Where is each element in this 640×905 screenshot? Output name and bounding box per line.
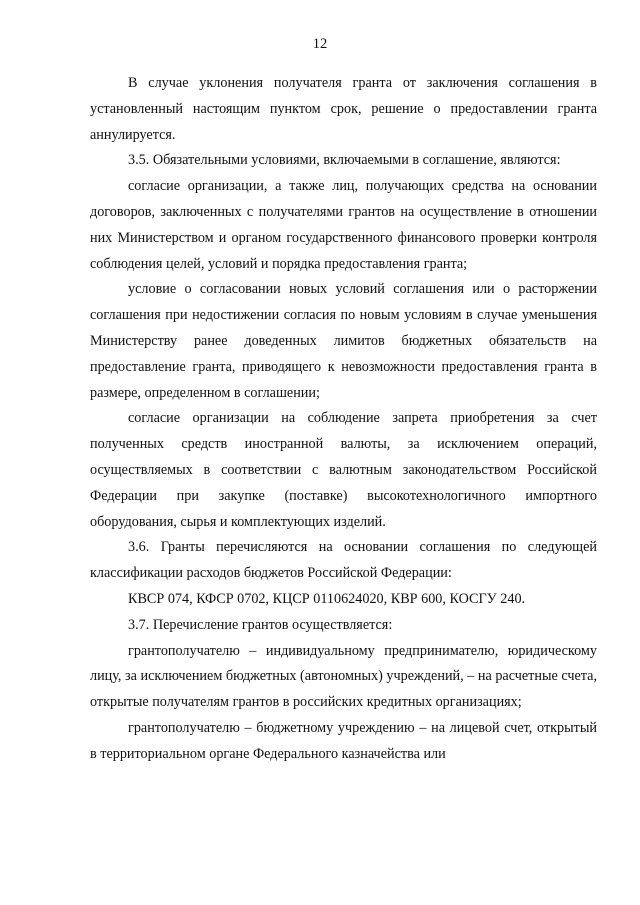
paragraph-entrepreneur-accounts: грантополучателю – индивидуальному предпринимателю, юридическому лицу, за исключением бюджетных (автономных) учреждений, – на расчетные счета, открытые получателям грантов в российских кредитных организациях; xyxy=(90,642,597,711)
page-number: 12 xyxy=(312,36,328,52)
document-body xyxy=(90,71,597,768)
paragraph-budget-codes: КВСР 074, КФСР 0702, КЦСР 0110624020, КВР 600, КОСГУ 240. xyxy=(128,590,526,607)
paragraph-currency-ban: согласие организации на соблюдение запрета приобретения за счет полученных средств иностранной валюты, за исключением операций, осуществляемых в соответствии с валютным законодательством Российской Федерации при закупке (поставке) высокотехнологичного импортного оборудования, сырья и комплектующих изделий. xyxy=(90,410,597,530)
paragraph-grant-annulment: В случае уклонения получателя гранта от заключения соглашения в установленный настоящим пунктом срок, решение о предоставлении гранта аннулируется. xyxy=(90,75,597,143)
paragraph-budget-institution-account: грантополучателю – бюджетному учреждению – на лицевой счет, открытый в территориальном органе Федерального казначейства или xyxy=(90,719,597,762)
paragraph-section-3-7: 3.7. Перечисление грантов осуществляется: xyxy=(128,616,393,633)
paragraph-section-3-6: 3.6. Гранты перечисляются на основании соглашения по следующей классификации расходов бюджетов Российской Федерации: xyxy=(90,539,597,582)
paragraph-new-conditions: условие о согласовании новых условий соглашения или о расторжении соглашения при недостижении согласия по новым условиям в случае уменьшения Министерству ранее доведенных лимитов бюджетных обязательств на предоставление гранта, приводящего к невозможности предоставления гранта в размере, определенном в соглашении; xyxy=(90,281,597,401)
paragraph-consent-control: согласие организации, а также лиц, получающих средства на основании договоров, заключенных с получателями грантов на осуществление в отношении них Министерством и органом государственного финансового проверки контроля соблюдения целей, условий и порядка предоставления гранта; xyxy=(90,178,597,272)
paragraph-section-3-5: 3.5. Обязательными условиями, включаемыми в соглашение, являются: xyxy=(128,152,561,169)
